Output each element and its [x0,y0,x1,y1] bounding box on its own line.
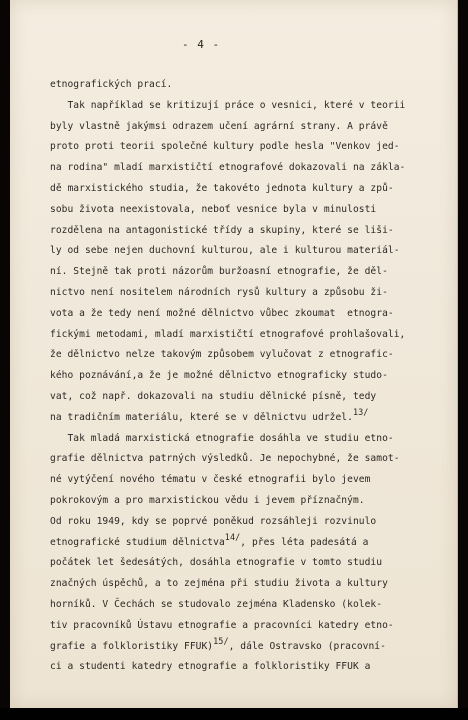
text-line-content: vota a že tedy není možné dělnictvo vůbec zkoumat etnogra- [50,307,394,319]
text-line [50,325,454,346]
text-line-content: rozdělena na antagonistické třídy a skupiny, které se liši- [50,224,394,236]
text-line-content: ci a studenti katedry etnografie a folkloristiky FFUK a [50,661,371,673]
text-line-content: počátek let šedesátých, dosáhla etnografie v tomto studiu [50,557,383,569]
text-line [50,366,454,387]
footnote-reference: 14/ [224,532,241,543]
text-line-content: kého poznávání,a že je možné dělnictvo etnograficky studo- [50,370,388,382]
text-line [50,345,454,366]
text-line [50,449,454,470]
text-line [50,179,454,200]
footnote-reference: 13/ [352,407,369,418]
text-line-content: na rodina" mladí marxističtí etnografové dokazovali na zákla- [50,162,406,174]
text-line-continuation: , dále Ostravsko (pracovní- [228,640,386,652]
text-line [50,429,454,450]
text-line-content: ní. Stejně tak proti názorům buržoasní etnografie, že děl- [50,266,388,278]
text-line-content: že dělnictvo nelze takovým způsobem vylučovat z etnografic- [50,349,394,361]
text-line-content: sobu života neexistovala, neboť vesnice byla v minulosti [50,203,377,215]
text-line [50,117,454,138]
text-line [50,304,454,325]
text-line-content: Tak například se kritizují práce o vesnici, které v teorii [50,99,406,111]
text-line-content: byly vlastně jakýmsi odrazem učení agrární strany. A právě [50,120,388,132]
text-line-content: fickými metodami, mladí marxističtí etnografové prohlašovali, [50,328,406,340]
text-line-content: etnografické studium dělnictva [50,536,225,548]
text-line-content: na tradičním materiálu, které se v dělnictvu udržel. [50,411,353,423]
text-line [50,470,454,491]
text-line [50,533,454,554]
text-line [50,137,454,158]
text-line-content: né vytýčení nového tématu v české etnografii bylo jevem [50,474,371,486]
text-line [50,574,454,595]
text-line-content: Tak mladá marxistická etnografie dosáhla ve studiu etno- [50,432,394,444]
text-line [50,75,454,96]
text-line-content: horníků. V Čechách se studovalo zejména Kladensko (kolek- [50,598,383,610]
text-line-content: značných úspěchů, a to zejména při studiu života a kultury [50,578,388,590]
text-line-content: tiv pracovníků Ústavu etnografie a pracovníci katedry etno- [50,619,394,631]
body-text [50,75,454,678]
text-line [50,387,454,408]
text-line-content: vat, což např. dokazovali na studiu dělnické písně, tedy [50,390,377,402]
typewritten-page [10,0,458,708]
text-line [50,158,454,179]
text-line-content: proto proti teorii společné kultury podle hesla "Venkov jed- [50,141,400,153]
text-line-content: Od roku 1949, kdy se poprvé poněkud rozsáhleji rozvinulo [50,515,377,527]
scan-border [0,708,468,720]
page-number: - 4 - [182,38,221,51]
text-line [50,241,454,262]
text-line-content: etnografických prací. [50,79,173,90]
text-line-content: ly od sebe nejen duchovní kulturou, ale i kulturou materiál- [50,245,400,257]
text-line [50,96,454,117]
text-line [50,200,454,221]
text-line [50,408,454,429]
text-line [50,221,454,242]
footnote-reference: 15/ [213,636,229,647]
text-line-continuation: , přes léta padesátá a [240,536,369,548]
text-line [50,262,454,283]
text-line-content: grafie a folkloristiky FFUK) [50,640,214,652]
text-line [50,657,454,678]
text-line [50,283,454,304]
text-line-content: nictvo není nositelem národních rysů kultury a způsobu ži- [50,286,388,298]
text-line-content: pokrokovým a pro marxistickou vědu i jevem příznačným. [50,494,365,506]
text-line [50,595,454,616]
text-line [50,512,454,533]
text-line-content: grafie dělnictva patrných výsledků. Je nepochybné, že samot- [50,453,400,465]
text-line [50,553,454,574]
text-line [50,491,454,512]
text-line [50,616,454,637]
text-line [50,637,454,658]
text-line-content: dě marxistického studia, že takovéto jednota kultury a způ- [50,182,394,194]
